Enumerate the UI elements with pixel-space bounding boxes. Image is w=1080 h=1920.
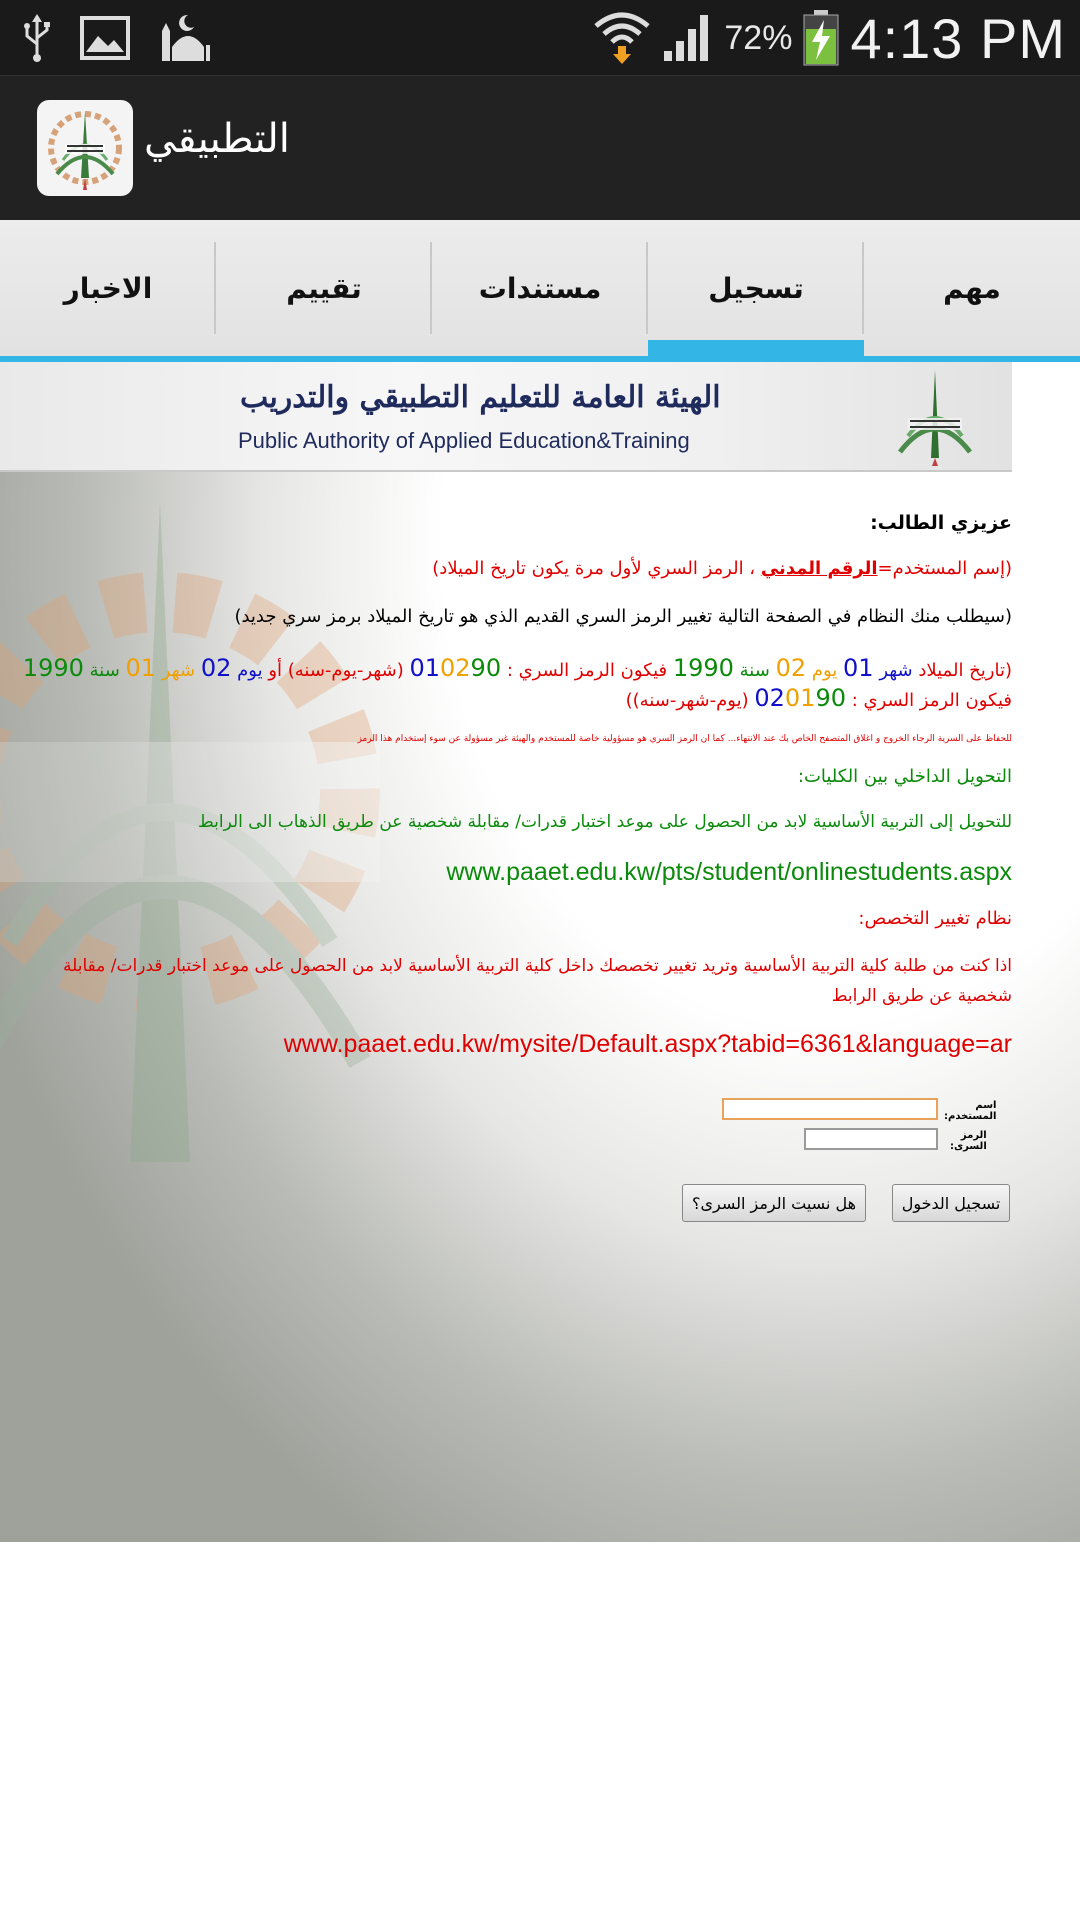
login-button[interactable]: تسجيل الدخول [892, 1184, 1010, 1222]
webview-content [0, 362, 1080, 1542]
tab-bar [0, 220, 1080, 362]
pw2-month: 01 [784, 684, 816, 712]
transfer-title: التحويل الداخلي بين الكليات: [797, 766, 1012, 787]
major-change-link[interactable]: www.paaet.edu.kw/mysite/Default.aspx?tabid=6361&language=ar [283, 1030, 1012, 1058]
day2-value: 02 [200, 654, 232, 682]
action-bar [0, 75, 1080, 220]
app-title: التطبيقي [144, 116, 290, 162]
transfer-text: للتحويل إلى التربية الأساسية لابد من الحصول على موعد اختبار قدرات/ مقابلة شخصية عن طريق الذهاب الى الرابط [198, 812, 1012, 832]
year2-word: سنة [89, 660, 120, 681]
forgot-password-button[interactable]: هل نسيت الرمز السرى؟ [682, 1184, 866, 1222]
major-change-text-2: شخصية عن طريق الرابط [831, 986, 1012, 1006]
paaet-logo-icon[interactable] [37, 100, 133, 196]
header-banner [0, 362, 1012, 472]
month-value: 01 [843, 654, 874, 682]
password-example-2 [754, 684, 846, 712]
pw-year: 90 [470, 654, 502, 682]
civil-id-label: الرقم المدني [760, 558, 878, 579]
pw-day: 02 [440, 654, 471, 682]
format-1: (شهر-يوم-سنه) [287, 660, 404, 681]
password-change-note: (سيطلب منك النظام في الصفحة التالية تغيير الرمز السري القديم الذي هو تاريخ الميلاد برمز سري جديد) [234, 606, 1012, 627]
day-value: 02 [775, 654, 807, 682]
banner-logo-icon [890, 366, 980, 466]
year-value: 1990 [672, 654, 734, 682]
username-suffix: ، الرمز السري لأول مرة يكون تاريخ الميلاد) [432, 558, 761, 579]
password-example-2-line [626, 684, 1012, 712]
day2-word: يوم [237, 660, 263, 681]
username-label: اسم المستخدم: [944, 1100, 997, 1122]
major-change-title: نظام تغيير التخصص: [858, 908, 1012, 929]
or-word: أو [268, 660, 283, 681]
wifi-icon [592, 10, 652, 66]
banner-title-en: Public Authority of Applied Education&Training [238, 428, 690, 453]
example-open: (تاريخ الميلاد [918, 660, 1012, 681]
tab-label: مستندات [478, 271, 602, 305]
password-label-2: فيكون الرمز السري : [851, 690, 1012, 711]
pw2-year: 90 [815, 684, 846, 712]
tab-important[interactable] [864, 220, 1080, 356]
transfer-link[interactable]: www.paaet.edu.kw/pts/student/onlinestudents.aspx [446, 858, 1012, 886]
banner-title-ar: الهيئة العامة للتعليم التطبيقي والتدريب [240, 380, 721, 415]
battery-percent: 72% [724, 18, 793, 57]
username-instructions [432, 558, 1012, 579]
status-right-icons [592, 6, 1066, 70]
tab-register[interactable] [648, 220, 864, 356]
password-label-field: الرمز السرى: [950, 1130, 987, 1152]
password-input[interactable] [804, 1128, 938, 1150]
tab-label: الاخبار [63, 271, 153, 305]
format-2: (يوم-شهر-سنه)) [625, 690, 749, 711]
tab-news[interactable] [0, 220, 216, 356]
month-word: شهر [879, 660, 913, 681]
image-icon [80, 16, 130, 60]
year-word: سنة [739, 660, 770, 681]
month2-value: 01 [125, 654, 157, 682]
day-word: يوم [811, 660, 838, 681]
password-label: فيكون الرمز السري : [506, 660, 668, 681]
password-example-1 [409, 654, 501, 682]
tab-evaluation[interactable] [216, 220, 432, 356]
clock: 4:13 PM [850, 6, 1066, 70]
status-bar [0, 0, 1080, 75]
username-input[interactable] [722, 1098, 938, 1120]
pw-month: 01 [409, 654, 440, 682]
tab-label: مهم [943, 271, 1001, 305]
battery-charging-icon [802, 10, 840, 66]
major-change-text-1: اذا كنت من طلبة كلية التربية الأساسية وتريد تغيير تخصصك داخل كلية التربية الأساسية لابد من الحصول على موعد اختبار قدرات/ مقابلة [63, 956, 1012, 976]
security-note: للحفاظ على السرية الرجاء الخروج و اغلاق المتصفح الخاص بك عند الانتهاء... كما ان الرمز السري هو مسؤولية خاصة للمستخدم والهيئة غير مسؤولة عن سوء إستخدام هذا الرمز [357, 734, 1012, 744]
username-prefix: (إسم المستخدم= [877, 558, 1012, 579]
tab-label: تقييم [286, 271, 362, 305]
signal-icon [662, 13, 714, 63]
tab-documents[interactable] [432, 220, 648, 356]
usb-icon [22, 14, 52, 62]
greeting: عزيزي الطالب: [870, 512, 1012, 534]
status-left-icons [22, 10, 212, 66]
month2-word: شهر [161, 660, 196, 681]
tab-label: تسجيل [708, 271, 804, 305]
birthdate-example [23, 654, 1012, 682]
mosque-icon [158, 13, 212, 63]
pw2-day: 02 [754, 684, 785, 712]
year2-value: 1990 [22, 654, 84, 682]
